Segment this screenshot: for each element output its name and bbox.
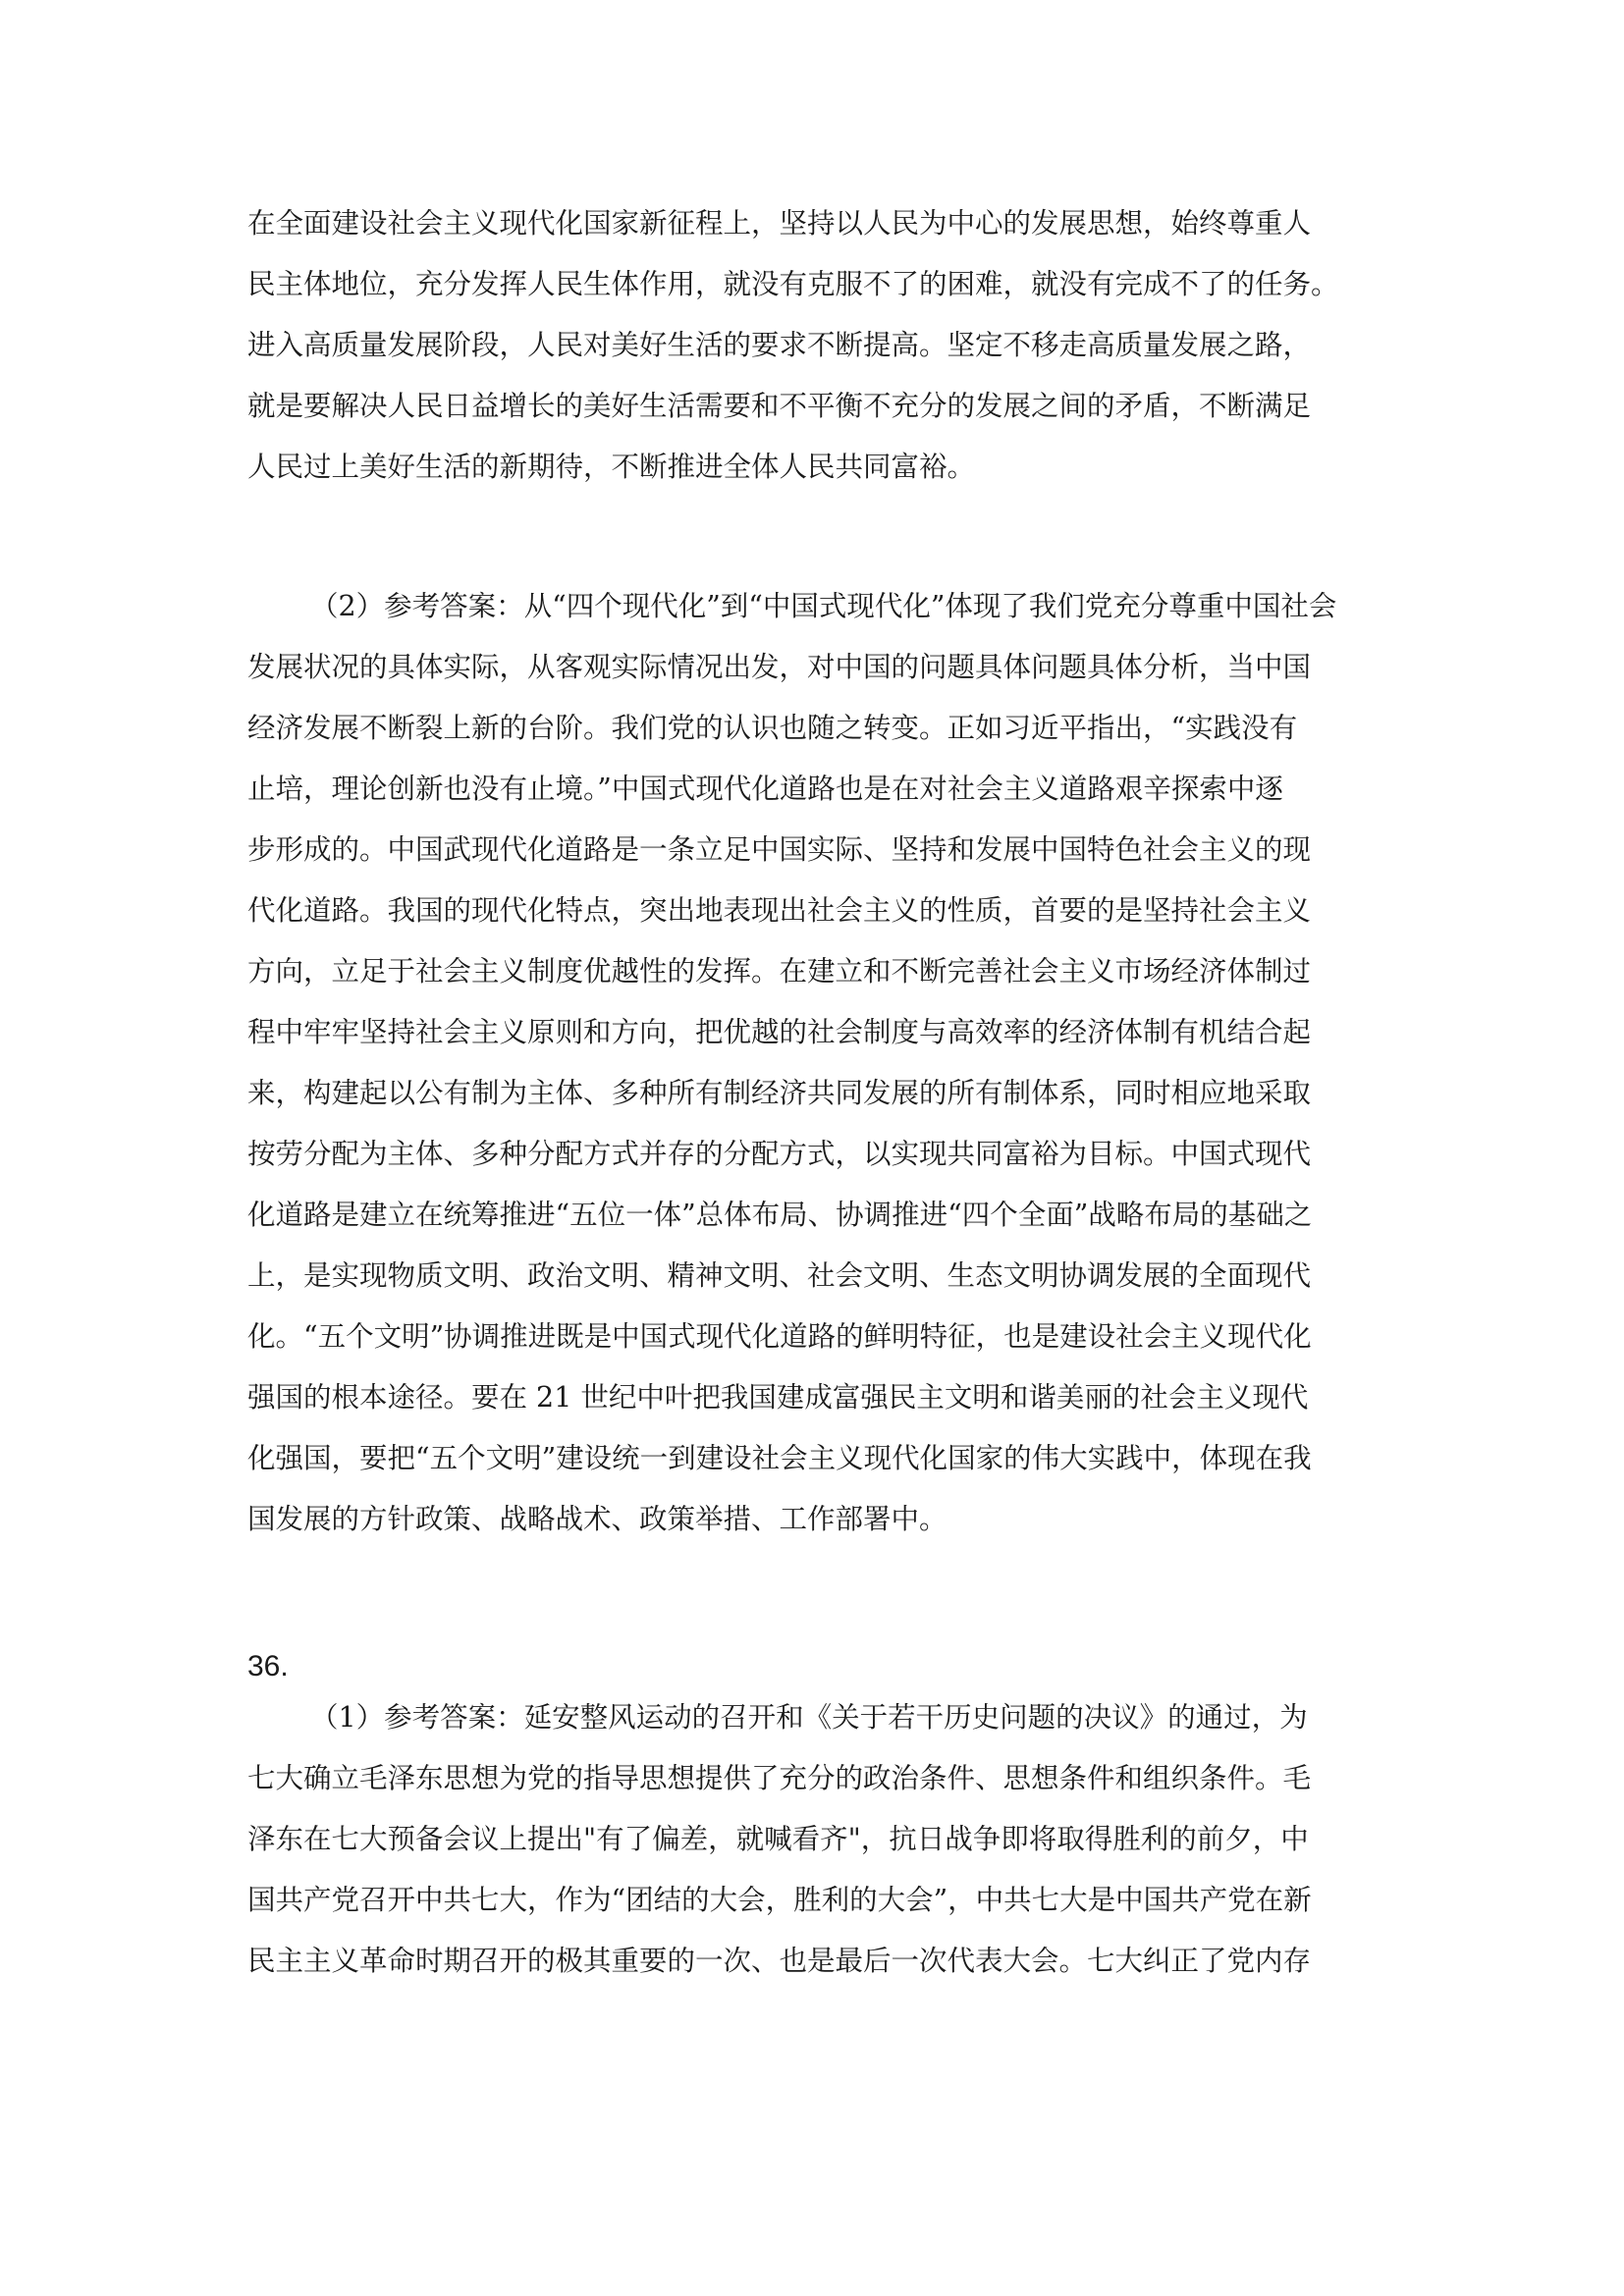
text-line: （2）参考答案：从“四个现代化”到“中国式现代化”体现了我们党充分尊重中国社会 bbox=[310, 590, 1337, 622]
text-line: 代化道路。我国的现代化特点，突出地表现出社会主义的性质，首要的是坚持社会主义 bbox=[247, 894, 1312, 927]
text-line: 来，构建起以公有制为主体、多种所有制经济共同发展的所有制体系，同时相应地采取 bbox=[247, 1077, 1312, 1109]
text-line: 就是要解决人民日益增长的美好生活需要和不平衡不充分的发展之间的矛盾，不断满足 bbox=[247, 390, 1312, 422]
text-line: 强国的根本途径。要在 21 世纪中叶把我国建成富强民主文明和谐美丽的社会主义现代 bbox=[247, 1381, 1309, 1414]
text-line: 进入高质量发展阶段，人民对美好生活的要求不断提高。坚定不移走高质量发展之路， bbox=[247, 329, 1312, 361]
text-line: 经济发展不断裂上新的台阶。我们党的认识也随之转变。正如习近平指出，“实践没有 bbox=[247, 712, 1298, 744]
text-line: 程中牢牢坚持社会主义原则和方向，把优越的社会制度与高效率的经济体制有机结合起 bbox=[247, 1016, 1312, 1048]
text-line: 民主体地位，充分发挥人民生体作用，就没有克服不了的困难，就没有完成不了的任务。 bbox=[247, 268, 1339, 300]
text-line: 化。“五个文明”协调推进既是中国式现代化道路的鲜明特征，也是建设社会主义现代化 bbox=[247, 1320, 1312, 1353]
text-line: 步形成的。中国武现代化道路是一条立足中国实际、坚持和发展中国特色社会主义的现 bbox=[247, 833, 1312, 866]
text-line: 七大确立毛泽东思想为党的指导思想提供了充分的政治条件、思想条件和组织条件。毛 bbox=[247, 1762, 1312, 1794]
text-line: 发展状况的具体实际，从客观实际情况出发，对中国的问题具体问题具体分析，当中国 bbox=[247, 651, 1312, 683]
text-line: 止培，理论创新也没有止境。”中国式现代化道路也是在对社会主义道路艰辛探索中逐 bbox=[247, 773, 1283, 805]
text-line: 民主主义革命时期召开的极其重要的一次、也是最后一次代表大会。七大纠正了党内存 bbox=[247, 1945, 1312, 1977]
text-line: （1）参考答案：延安整风运动的召开和《关于若干历史问题的决议》的通过，为 bbox=[310, 1701, 1308, 1734]
question-number: 36. bbox=[247, 1650, 289, 1682]
text-line: 按劳分配为主体、多种分配方式并存的分配方式，以实现共同富裕为目标。中国式现代 bbox=[247, 1138, 1312, 1170]
text-line: 国共产党召开中共七大，作为“团结的大会，胜利的大会”，中共七大是中国共产党在新 bbox=[247, 1884, 1312, 1916]
text-line: 化强国，要把“五个文明”建设统一到建设社会主义现代化国家的伟大实践中，体现在我 bbox=[247, 1442, 1312, 1474]
text-line: 化道路是建立在统筹推进“五位一体”总体布局、协调推进“四个全面”战略布局的基础之 bbox=[247, 1199, 1313, 1231]
text-line: 泽东在七大预备会议上提出"有了偏差，就喊看齐"，抗日战争即将取得胜利的前夕，中 bbox=[247, 1823, 1309, 1855]
text-line: 上，是实现物质文明、政治文明、精神文明、社会文明、生态文明协调发展的全面现代 bbox=[247, 1259, 1312, 1292]
text-line: 国发展的方针政策、战略战术、政策举措、工作部署中。 bbox=[247, 1503, 947, 1535]
text-line: 人民过上美好生活的新期待，不断推进全体人民共同富裕。 bbox=[247, 451, 976, 483]
text-line: 方向，立足于社会主义制度优越性的发挥。在建立和不断完善社会主义市场经济体制过 bbox=[247, 955, 1312, 988]
text-line: 在全面建设社会主义现代化国家新征程上，坚持以人民为中心的发展思想，始终尊重人 bbox=[247, 207, 1312, 240]
